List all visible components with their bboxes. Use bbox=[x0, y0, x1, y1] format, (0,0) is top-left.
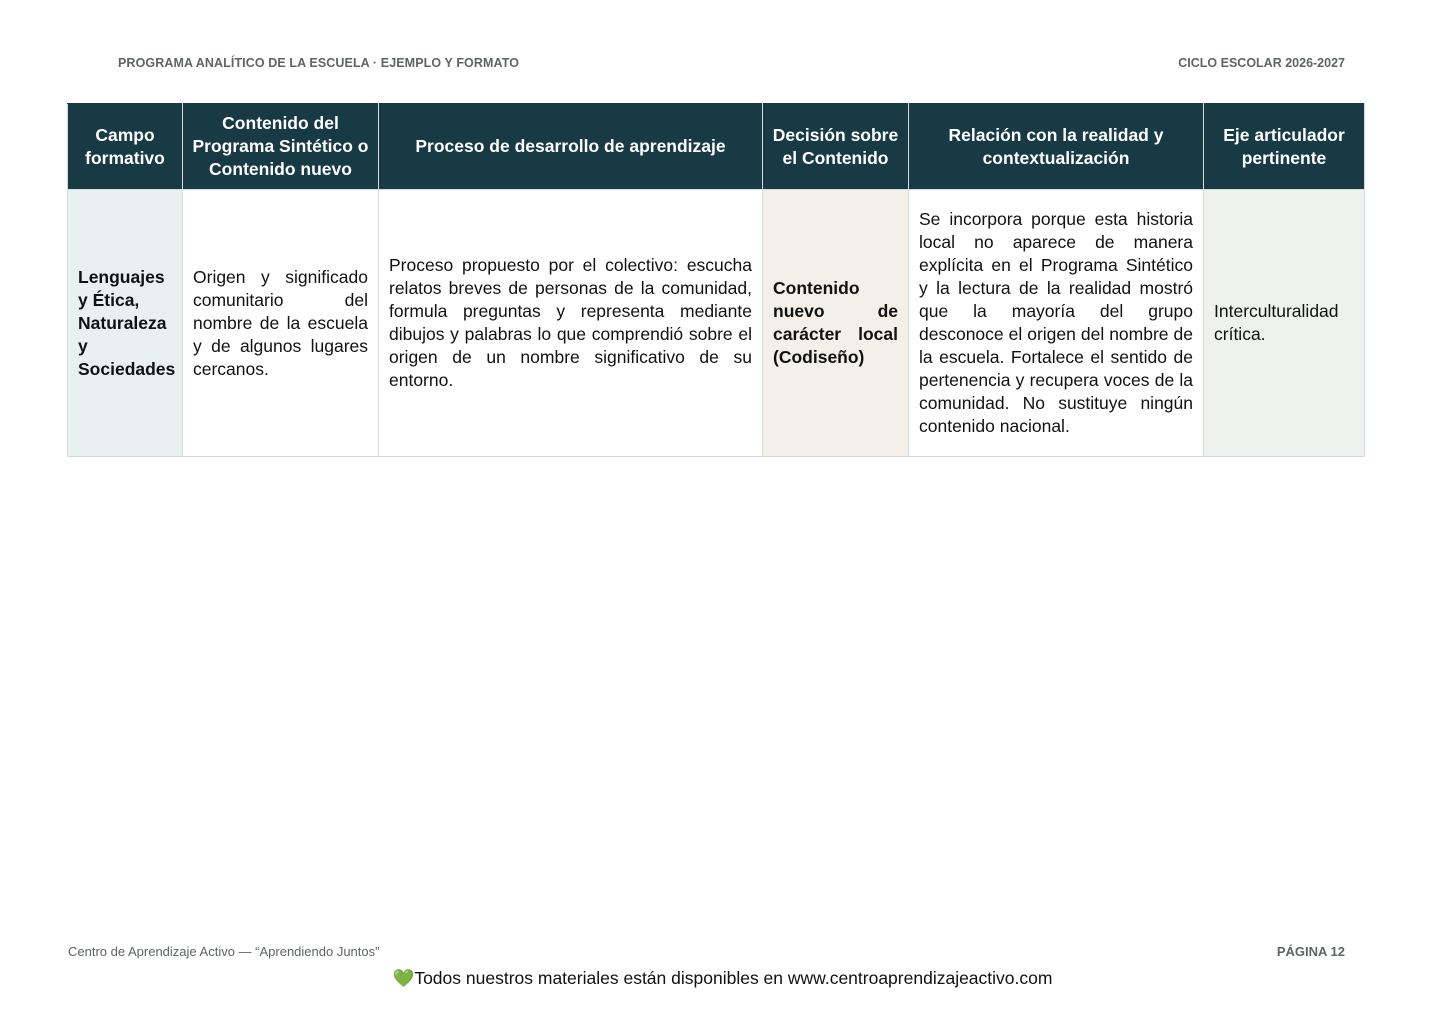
column-header-contenido: Contenido del Programa Sintético o Contenido nuevo bbox=[183, 104, 379, 190]
column-header-eje: Eje articulador pertinente bbox=[1204, 104, 1365, 190]
cell-eje: Interculturalidad crítica. bbox=[1204, 190, 1365, 457]
header-school-year: CICLO ESCOLAR 2026-2027 bbox=[1178, 56, 1345, 70]
footer-organization: Centro de Aprendizaje Activo — “Aprendiendo Juntos” bbox=[68, 944, 380, 959]
cell-relacion: Se incorpora porque esta historia local no aparece de manera explícita en el Programa Sintético y la lectura de la realidad mostró que la mayoría del grupo desconoce el origen del nombre de la escuela. Fortalece el sentido de pertenencia y recupera voces de la comunidad. No sustituye ningún contenido nacional. bbox=[909, 190, 1204, 457]
table-row bbox=[68, 190, 1365, 457]
analytic-program-table bbox=[67, 103, 1365, 457]
column-header-campo: Campo formativo bbox=[68, 104, 183, 190]
cell-decision: Contenido nuevo de carácter local (Codiseño) bbox=[763, 190, 909, 457]
green-heart-icon: 💚 bbox=[392, 968, 415, 988]
footer-note-text: Todos nuestros materiales están disponibles en www.centroaprendizajeactivo.com bbox=[414, 968, 1053, 988]
cell-campo: Lenguajes y Ética, Naturaleza y Sociedades bbox=[68, 190, 183, 457]
column-header-decision: Decisión sobre el Contenido bbox=[763, 104, 909, 190]
cell-proceso: Proceso propuesto por el colectivo: escucha relatos breves de personas de la comunidad, formula preguntas y representa mediante dibujos y palabras lo que comprendió sobre el origen de un nombre significativo de su entorno. bbox=[379, 190, 763, 457]
cell-contenido: Origen y significado comunitario del nombre de la escuela y de algunos lugares cercanos. bbox=[183, 190, 379, 457]
footer-page-number: PÁGINA 12 bbox=[1276, 944, 1345, 959]
footer-note bbox=[0, 968, 1445, 989]
table-header-row bbox=[68, 104, 1365, 190]
header-document-title: PROGRAMA ANALÍTICO DE LA ESCUELA · EJEMPLO Y FORMATO bbox=[118, 56, 520, 70]
column-header-proceso: Proceso de desarrollo de aprendizaje bbox=[379, 104, 763, 190]
column-header-relacion: Relación con la realidad y contextualización bbox=[909, 104, 1204, 190]
